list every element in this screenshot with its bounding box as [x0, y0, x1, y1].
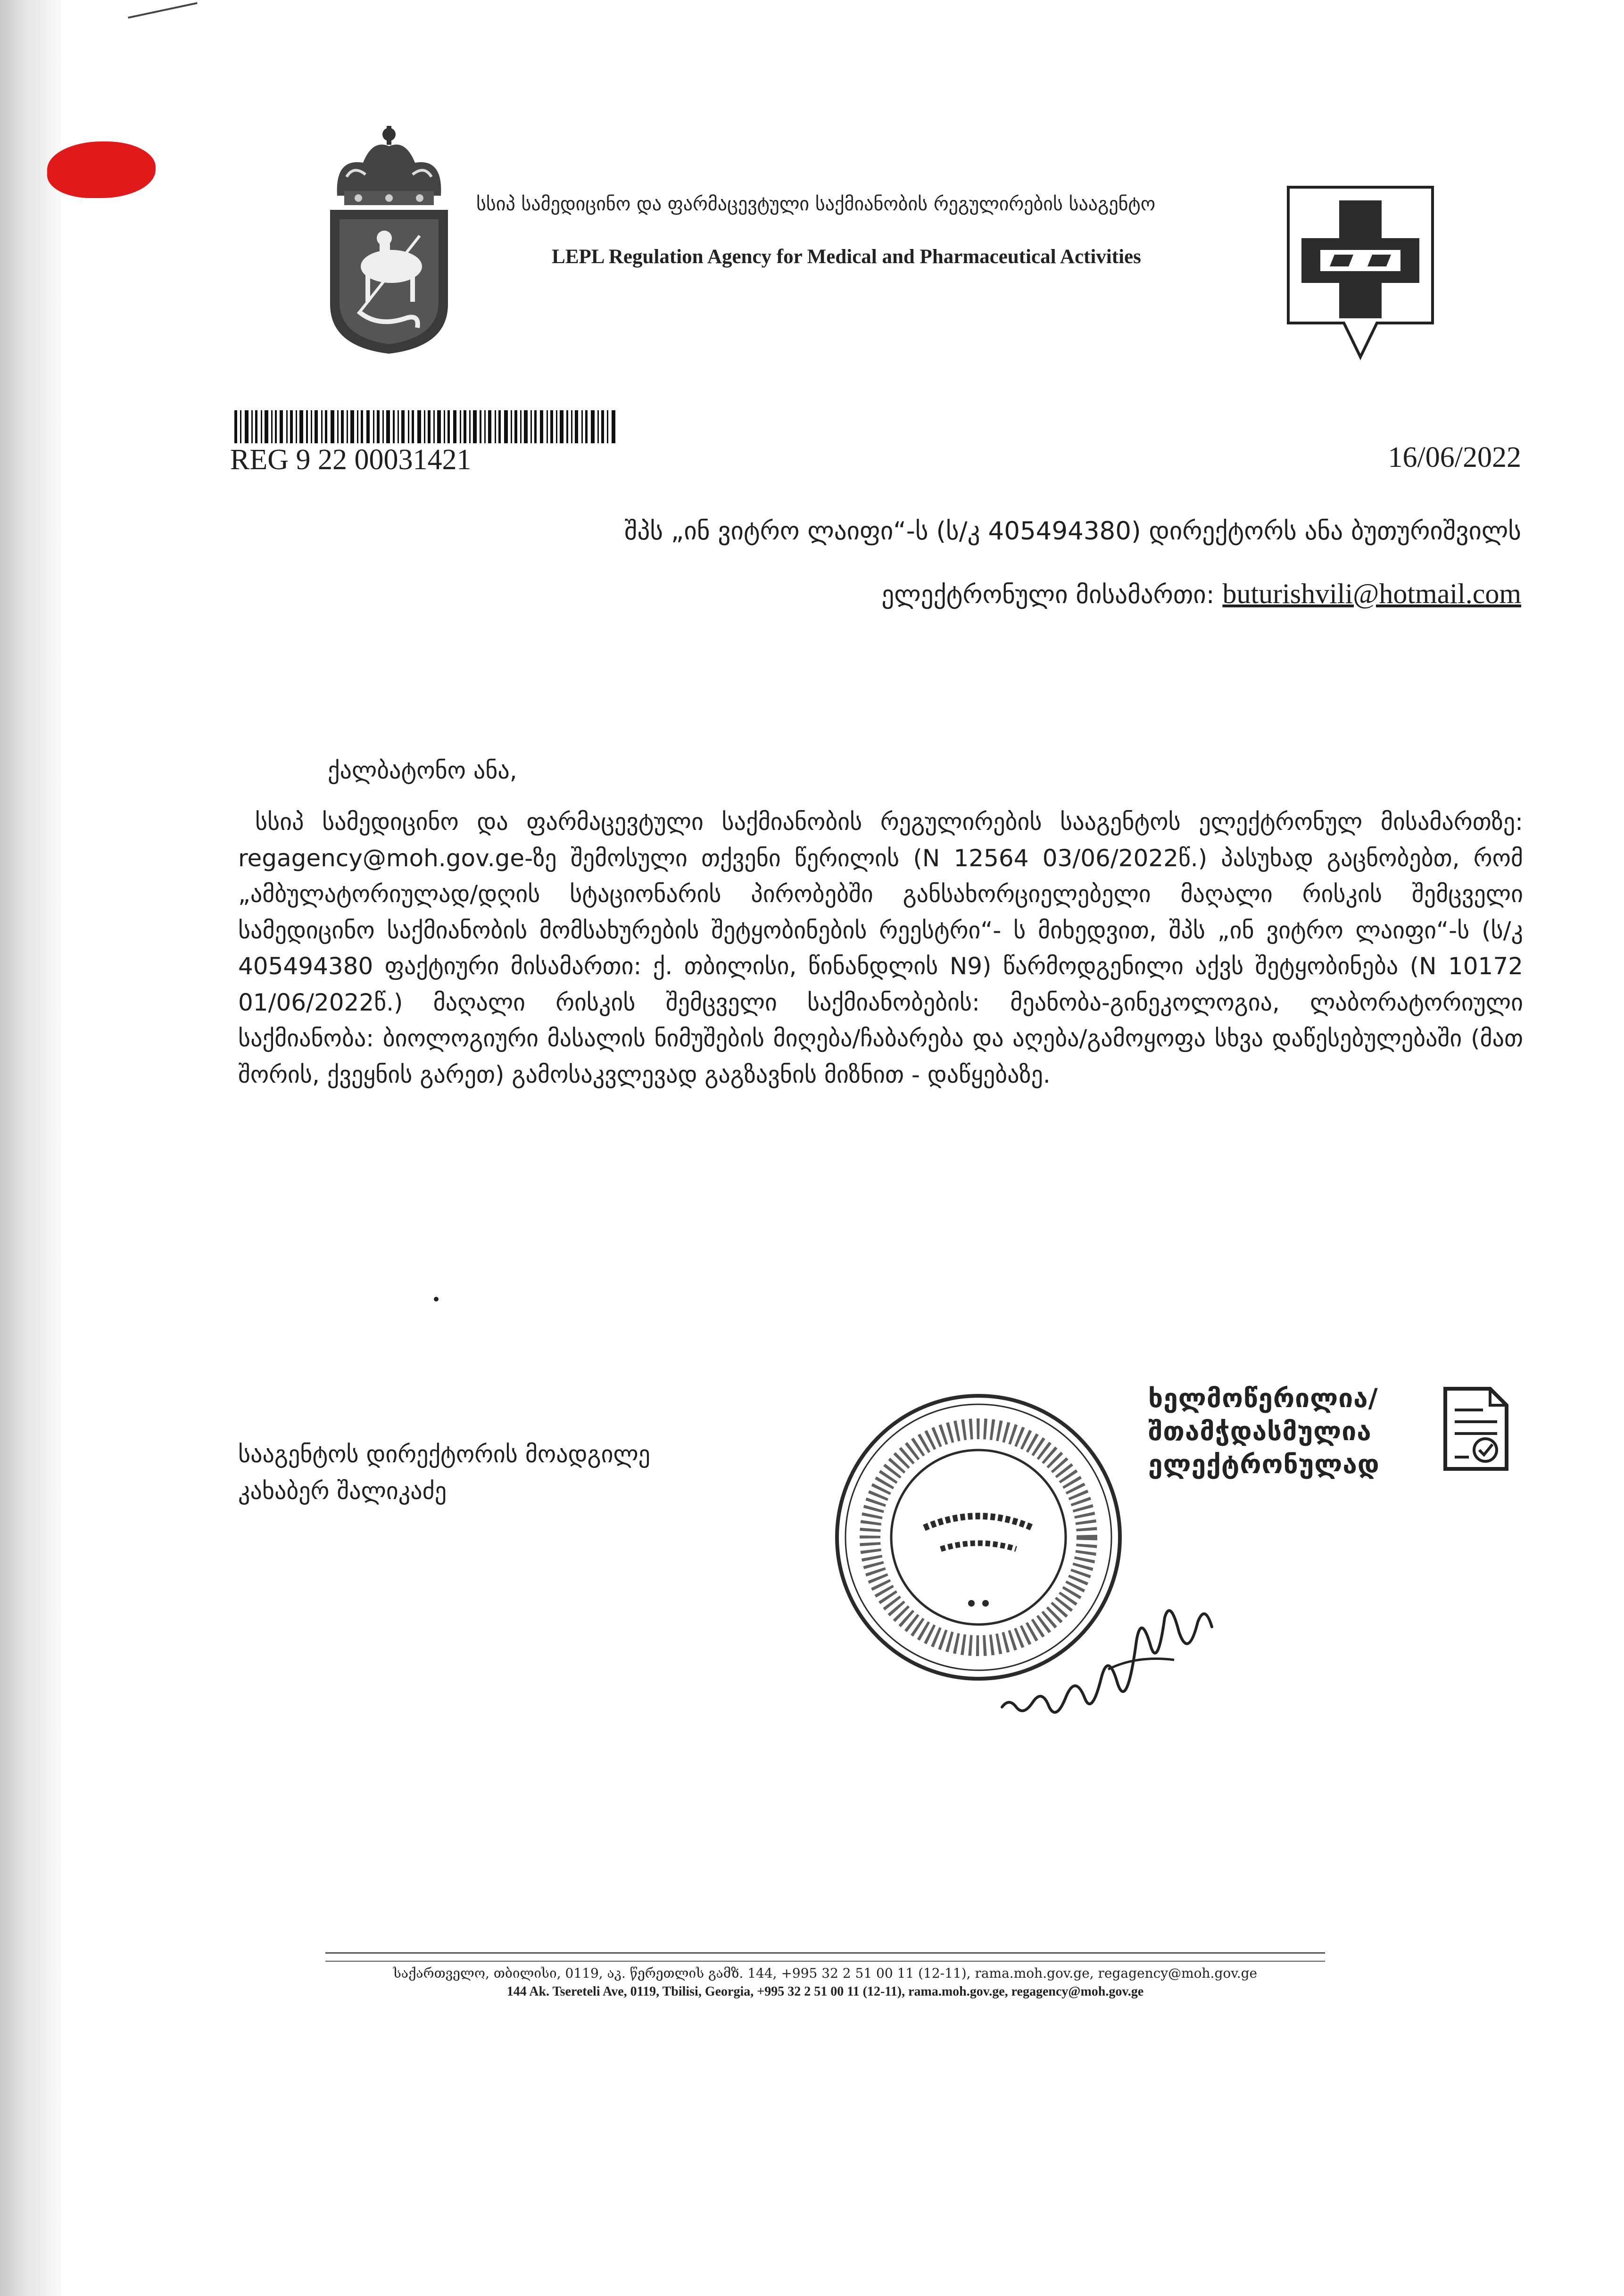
handwritten-signature — [995, 1589, 1217, 1731]
footer-contact-georgian: საქართველო, თბილისი, 0119, აკ. წერეთლის გამზ. 144, +995 32 2 51 00 11 (12-11), rama.moh.gov.ge, regagency@moh.gov.ge — [393, 1965, 1258, 1981]
agency-name-georgian: სსიპ სამედიცინო და ფარმაცევტული საქმიანობის რეგულირების სააგენტო — [476, 193, 1156, 215]
agency-cross-logo-icon — [1283, 182, 1438, 361]
recipient-email-link[interactable]: buturishvili@hotmail.com — [1222, 578, 1521, 609]
signer-title: სააგენტოს დირექტორის მოადგილე — [238, 1441, 651, 1468]
letter-date: 16/06/2022 — [1388, 441, 1521, 473]
signer-block — [238, 1436, 650, 1509]
scan-edge-shadow — [0, 0, 61, 2296]
electronic-signature-note: ხელმოწერილია/ შთამჭდასმულია ელექტრონულად — [1148, 1383, 1380, 1479]
email-label: ელექტრონული მისამართი: — [881, 580, 1215, 609]
scan-speck — [434, 1297, 439, 1301]
georgia-coat-of-arms-icon — [325, 125, 453, 356]
footer-rule — [325, 1961, 1325, 1962]
registration-number: REG 9 22 00031421 — [230, 444, 472, 476]
scan-mark — [128, 2, 198, 18]
agency-name-english: LEPL Regulation Agency for Medical and Pharmaceutical Activities — [552, 246, 1141, 268]
footer-rule — [325, 1952, 1325, 1954]
signed-document-icon — [1441, 1384, 1511, 1474]
signer-name: კახაბერ შალიკაძე — [238, 1477, 447, 1505]
footer-contact-english: 144 Ak. Tsereteli Ave, 0119, Tbilisi, Georgia, +995 32 2 51 00 11 (12-11), rama.moh.gov.ge, regagency@moh.gov.ge — [506, 1984, 1144, 1999]
barcode — [234, 410, 616, 443]
salutation: ქალბატონო ანა, — [328, 757, 517, 784]
recipient-line: შპს „ინ ვიტრო ლაიფი“-ს (ს/კ 405494380) დირექტორს ანა ბუთურიშვილს — [624, 517, 1521, 546]
letter-body: სსიპ სამედიცინო და ფარმაცევტული საქმიანობის რეგულირების სააგენტოს ელექტრონულ მისამართზე: regagency@moh.gov.ge-ზე შემოსული თქვენი წერილის (N 12564 03/06/2022წ.) პასუხად გაცნობებთ, რომ „ამბულატორიულად/დღის სტაციონარის პირობებში განსახორციელებელი მაღალი რისკის შემცველი სამედიცინო საქმიანობის მომსახურების შეტყობინების რეესტრი“- ს მიხედვით, შპს „ინ ვიტრო ლაიფი“-ს (ს/კ 405494380 ფაქტიური მისამართი: ქ. თბილისი, წინანდლის N9) წარმოდგენილი აქვს შეტყობინება (N 10172 01/06/2022წ.) მაღალი რისკის შემცველი საქმიანობების: მეანობა-გინეკოლოგია, ლაბორატორიული საქმიანობა: ბიოლოგიური მასალის ნიმუშების მიღება/ჩაბარება და აღება/გამოყოფა სხვა დაწესებულებაში (მათ შორის, ქვეყნის გარეთ) გამოსაკვლევად გაგზავნის მიზნით - დაწყებაზე. — [238, 808, 1523, 1088]
recipient-email-line — [389, 578, 1521, 610]
red-binding-mark — [47, 141, 156, 198]
